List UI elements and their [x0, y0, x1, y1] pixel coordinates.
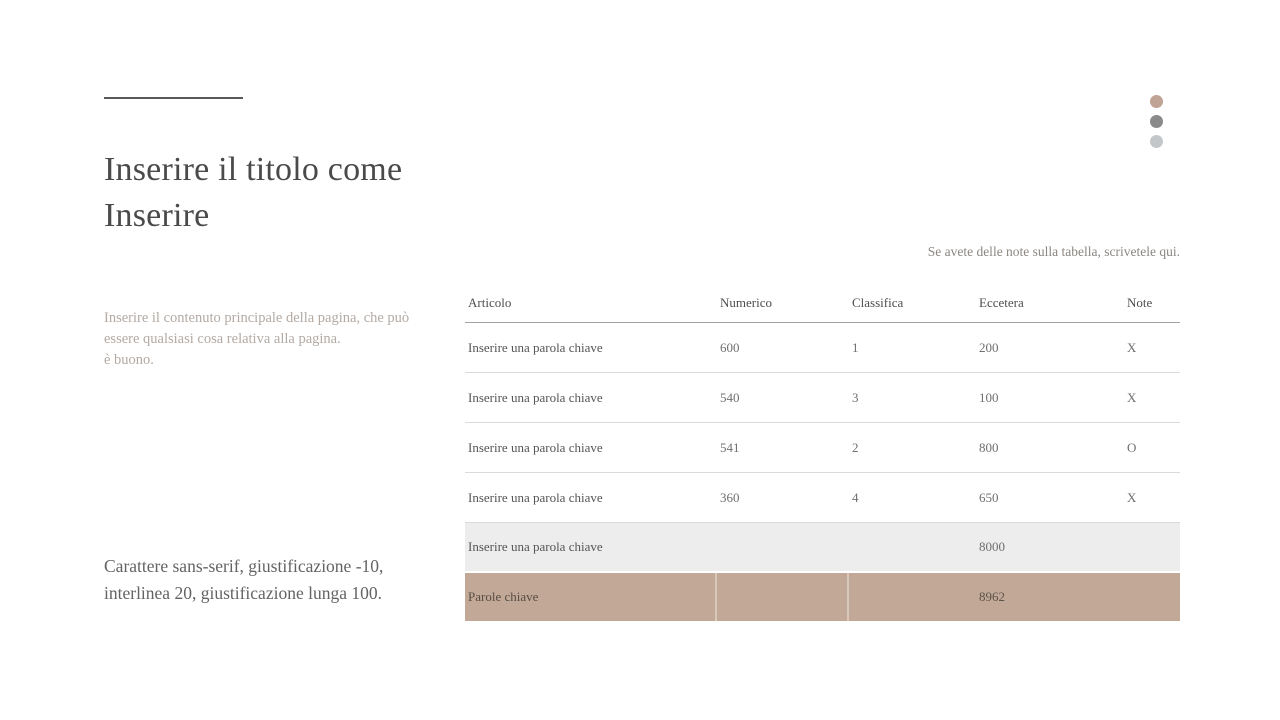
- column-header-eccetera: Eccetera: [979, 294, 1024, 310]
- cell-articolo: Inserire una parola chiave: [468, 439, 603, 455]
- column-header-articolo: Articolo: [468, 294, 512, 310]
- table-row: [465, 323, 1180, 373]
- cell-articolo: Inserire una parola chiave: [468, 539, 603, 554]
- cell-eccetera: 100: [979, 389, 999, 405]
- dot-tan-icon: [1150, 95, 1163, 108]
- cell-numerico: 360: [720, 489, 740, 505]
- table-row-highlight-brown: [465, 573, 1180, 621]
- cell-numerico: 541: [720, 439, 740, 455]
- cell-numerico: 600: [720, 339, 740, 355]
- dot-dark-gray-icon: [1150, 115, 1163, 128]
- dot-light-gray-icon: [1150, 135, 1163, 148]
- cell-eccetera: 650: [979, 489, 999, 505]
- cell-eccetera: 800: [979, 439, 999, 455]
- column-header-note: Note: [1127, 294, 1153, 310]
- cell-note: O: [1127, 439, 1137, 455]
- table-row: [465, 423, 1180, 473]
- body-placeholder: [104, 308, 416, 371]
- body-paragraph-2: è buono.: [104, 352, 154, 368]
- cell-numerico: [717, 573, 849, 621]
- cell-eccetera: 8000: [979, 539, 1005, 554]
- cell-eccetera: 8962: [979, 589, 1005, 604]
- decor-dots: [1150, 95, 1163, 155]
- body-paragraph: Inserire il contenuto principale della pagina, che può essere qualsiasi cosa relativa alla pagina.: [104, 310, 410, 347]
- table-row: [465, 473, 1180, 523]
- data-table: [465, 283, 1180, 621]
- cell-classifica: 3: [852, 389, 859, 405]
- table-note: Se avete delle note sulla tabella, scrivetele qui.: [927, 244, 1180, 259]
- cell-classifica: 1: [852, 339, 859, 355]
- cell-classifica: 2: [852, 439, 859, 455]
- column-header-classifica: Classifica: [852, 294, 904, 310]
- typography-note: Carattere sans-serif, giustificazione -10, interlinea 20, giustificazione lunga 100.: [104, 556, 384, 603]
- table-header-row: [465, 283, 1180, 323]
- cell-classifica: 4: [852, 489, 859, 505]
- cell-articolo: Inserire una parola chiave: [468, 489, 603, 505]
- cell-eccetera: 200: [979, 339, 999, 355]
- column-header-numerico: Numerico: [720, 294, 772, 310]
- cell-articolo: Inserire una parola chiave: [468, 339, 603, 355]
- table-row: [465, 373, 1180, 423]
- cell-note: X: [1127, 489, 1137, 505]
- slide-title: Inserire il titolo come Inserire: [104, 151, 403, 234]
- cell-articolo: Parole chiave: [465, 573, 717, 621]
- cell-numerico: 540: [720, 389, 740, 405]
- cell-note: X: [1127, 339, 1137, 355]
- cell-note: X: [1127, 389, 1137, 405]
- cell-articolo: Inserire una parola chiave: [468, 389, 603, 405]
- title-accent-line: [104, 97, 243, 99]
- table-row-highlight-gray: [465, 523, 1180, 571]
